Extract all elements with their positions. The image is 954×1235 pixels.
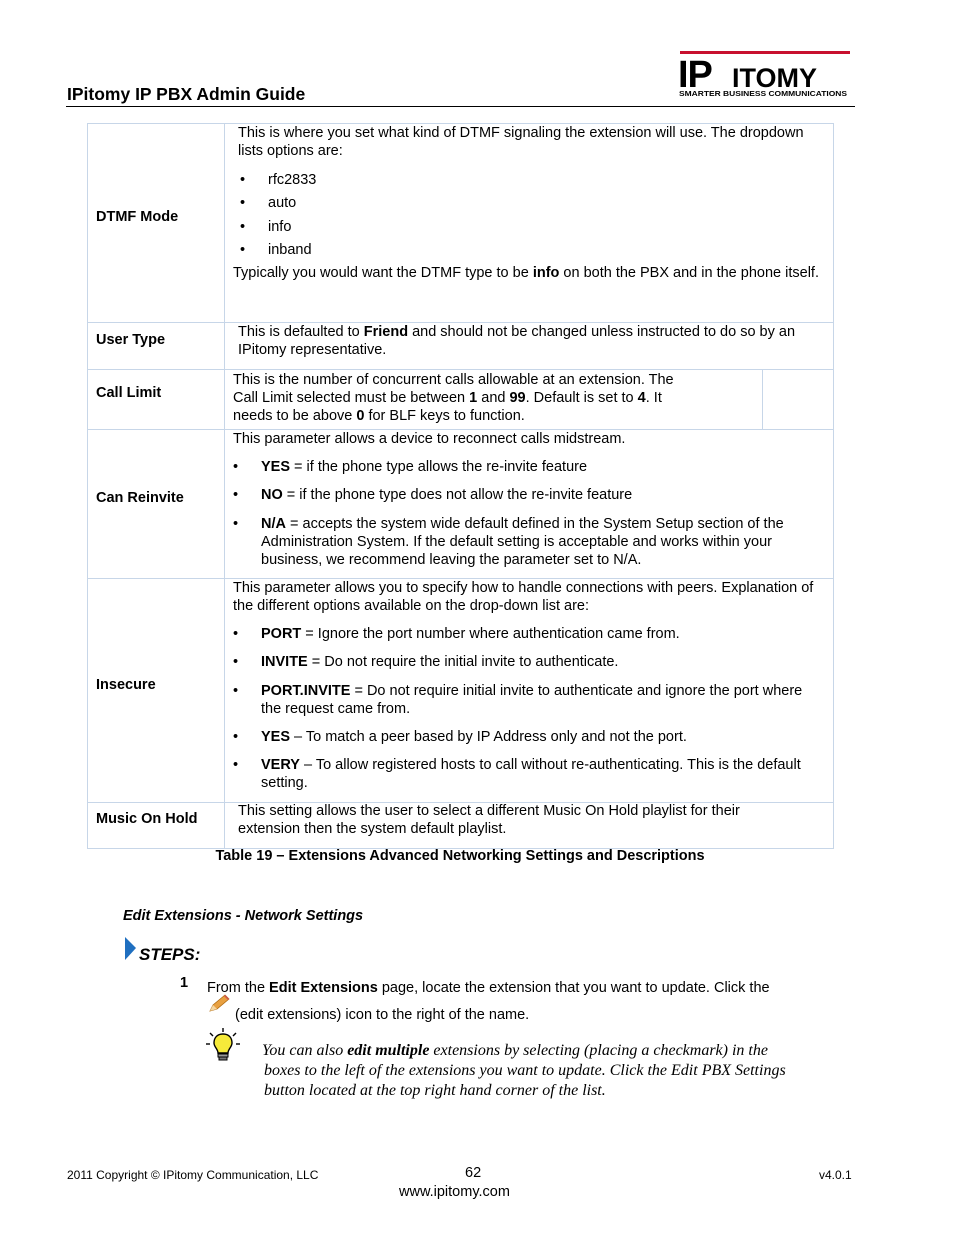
svg-text:IP: IP [678,54,712,96]
table-caption: Table 19 – Extensions Advanced Networking Settings and Descriptions [215,848,705,864]
pencil-icon [207,994,231,1014]
row-label-dtmf-mode: DTMF Mode [96,209,179,225]
row-label-insecure: Insecure [96,677,156,693]
lightbulb-icon [205,1027,241,1063]
insecure-intro: This parameter allows you to specify how to handle connections with peers. Explanation of the different options available on the drop-down list are: [233,580,814,614]
music-on-hold-text: This setting allows the user to select a different Music On Hold playlist for their extension then the system default playlist. [238,803,740,837]
row-label-music-on-hold: Music On Hold [96,811,198,827]
row-label-can-reinvite: Can Reinvite [96,490,184,506]
dtmf-intro: This is where you set what kind of DTMF signaling the extension will use. The dropdown lists options are: [238,125,804,159]
document-title: IPitomy IP PBX Admin Guide [67,84,306,104]
dtmf-outro: Typically you would want the DTMF type to be info on both the PBX and in the phone itself. [233,265,819,281]
can-reinvite-intro: This parameter allows a device to reconnect calls midstream. [233,431,626,447]
triangle-icon [124,936,138,962]
page-number: 62 [465,1165,482,1181]
step-number: 1 [180,975,189,991]
header-rule [66,106,855,107]
footer-copyright: 2011 Copyright © IPitomy Communication, LLC [67,1168,319,1182]
ipitomy-logo [676,50,851,100]
footer-version: v4.0.1 [819,1168,852,1182]
row-label-user-type: User Type [96,332,166,348]
footer-url: www.ipitomy.com [399,1184,510,1200]
step-1-text: From the Edit Extensions page, locate the extension that you want to update. Click the (edit extensions) icon to the right of the name. [207,980,770,1023]
user-type-text: This is defaulted to Friend and should not be changed unless instructed to do so by an IPitomy representative. [238,324,796,358]
call-limit-text: This is the number of concurrent calls allowable at an extension. The Call Limit selected must be between 1 and 99. Default is set to 4. It needs to be above 0 for BLF keys to function. [233,372,674,424]
svg-text:ITOMY: ITOMY [732,63,818,93]
tip-note: You can also edit multiple extensions by selecting (placing a checkmark) in the boxes to the left of the extensions you want to update. Click the Edit PBX Settings button located at the top right hand corner of the list. [262,1042,786,1099]
section-title: Edit Extensions - Network Settings [123,908,364,924]
row-label-call-limit: Call Limit [96,385,162,401]
svg-text:SMARTER BUSINESS COMMUNICATION: SMARTER BUSINESS COMMUNICATIONS [679,91,848,98]
